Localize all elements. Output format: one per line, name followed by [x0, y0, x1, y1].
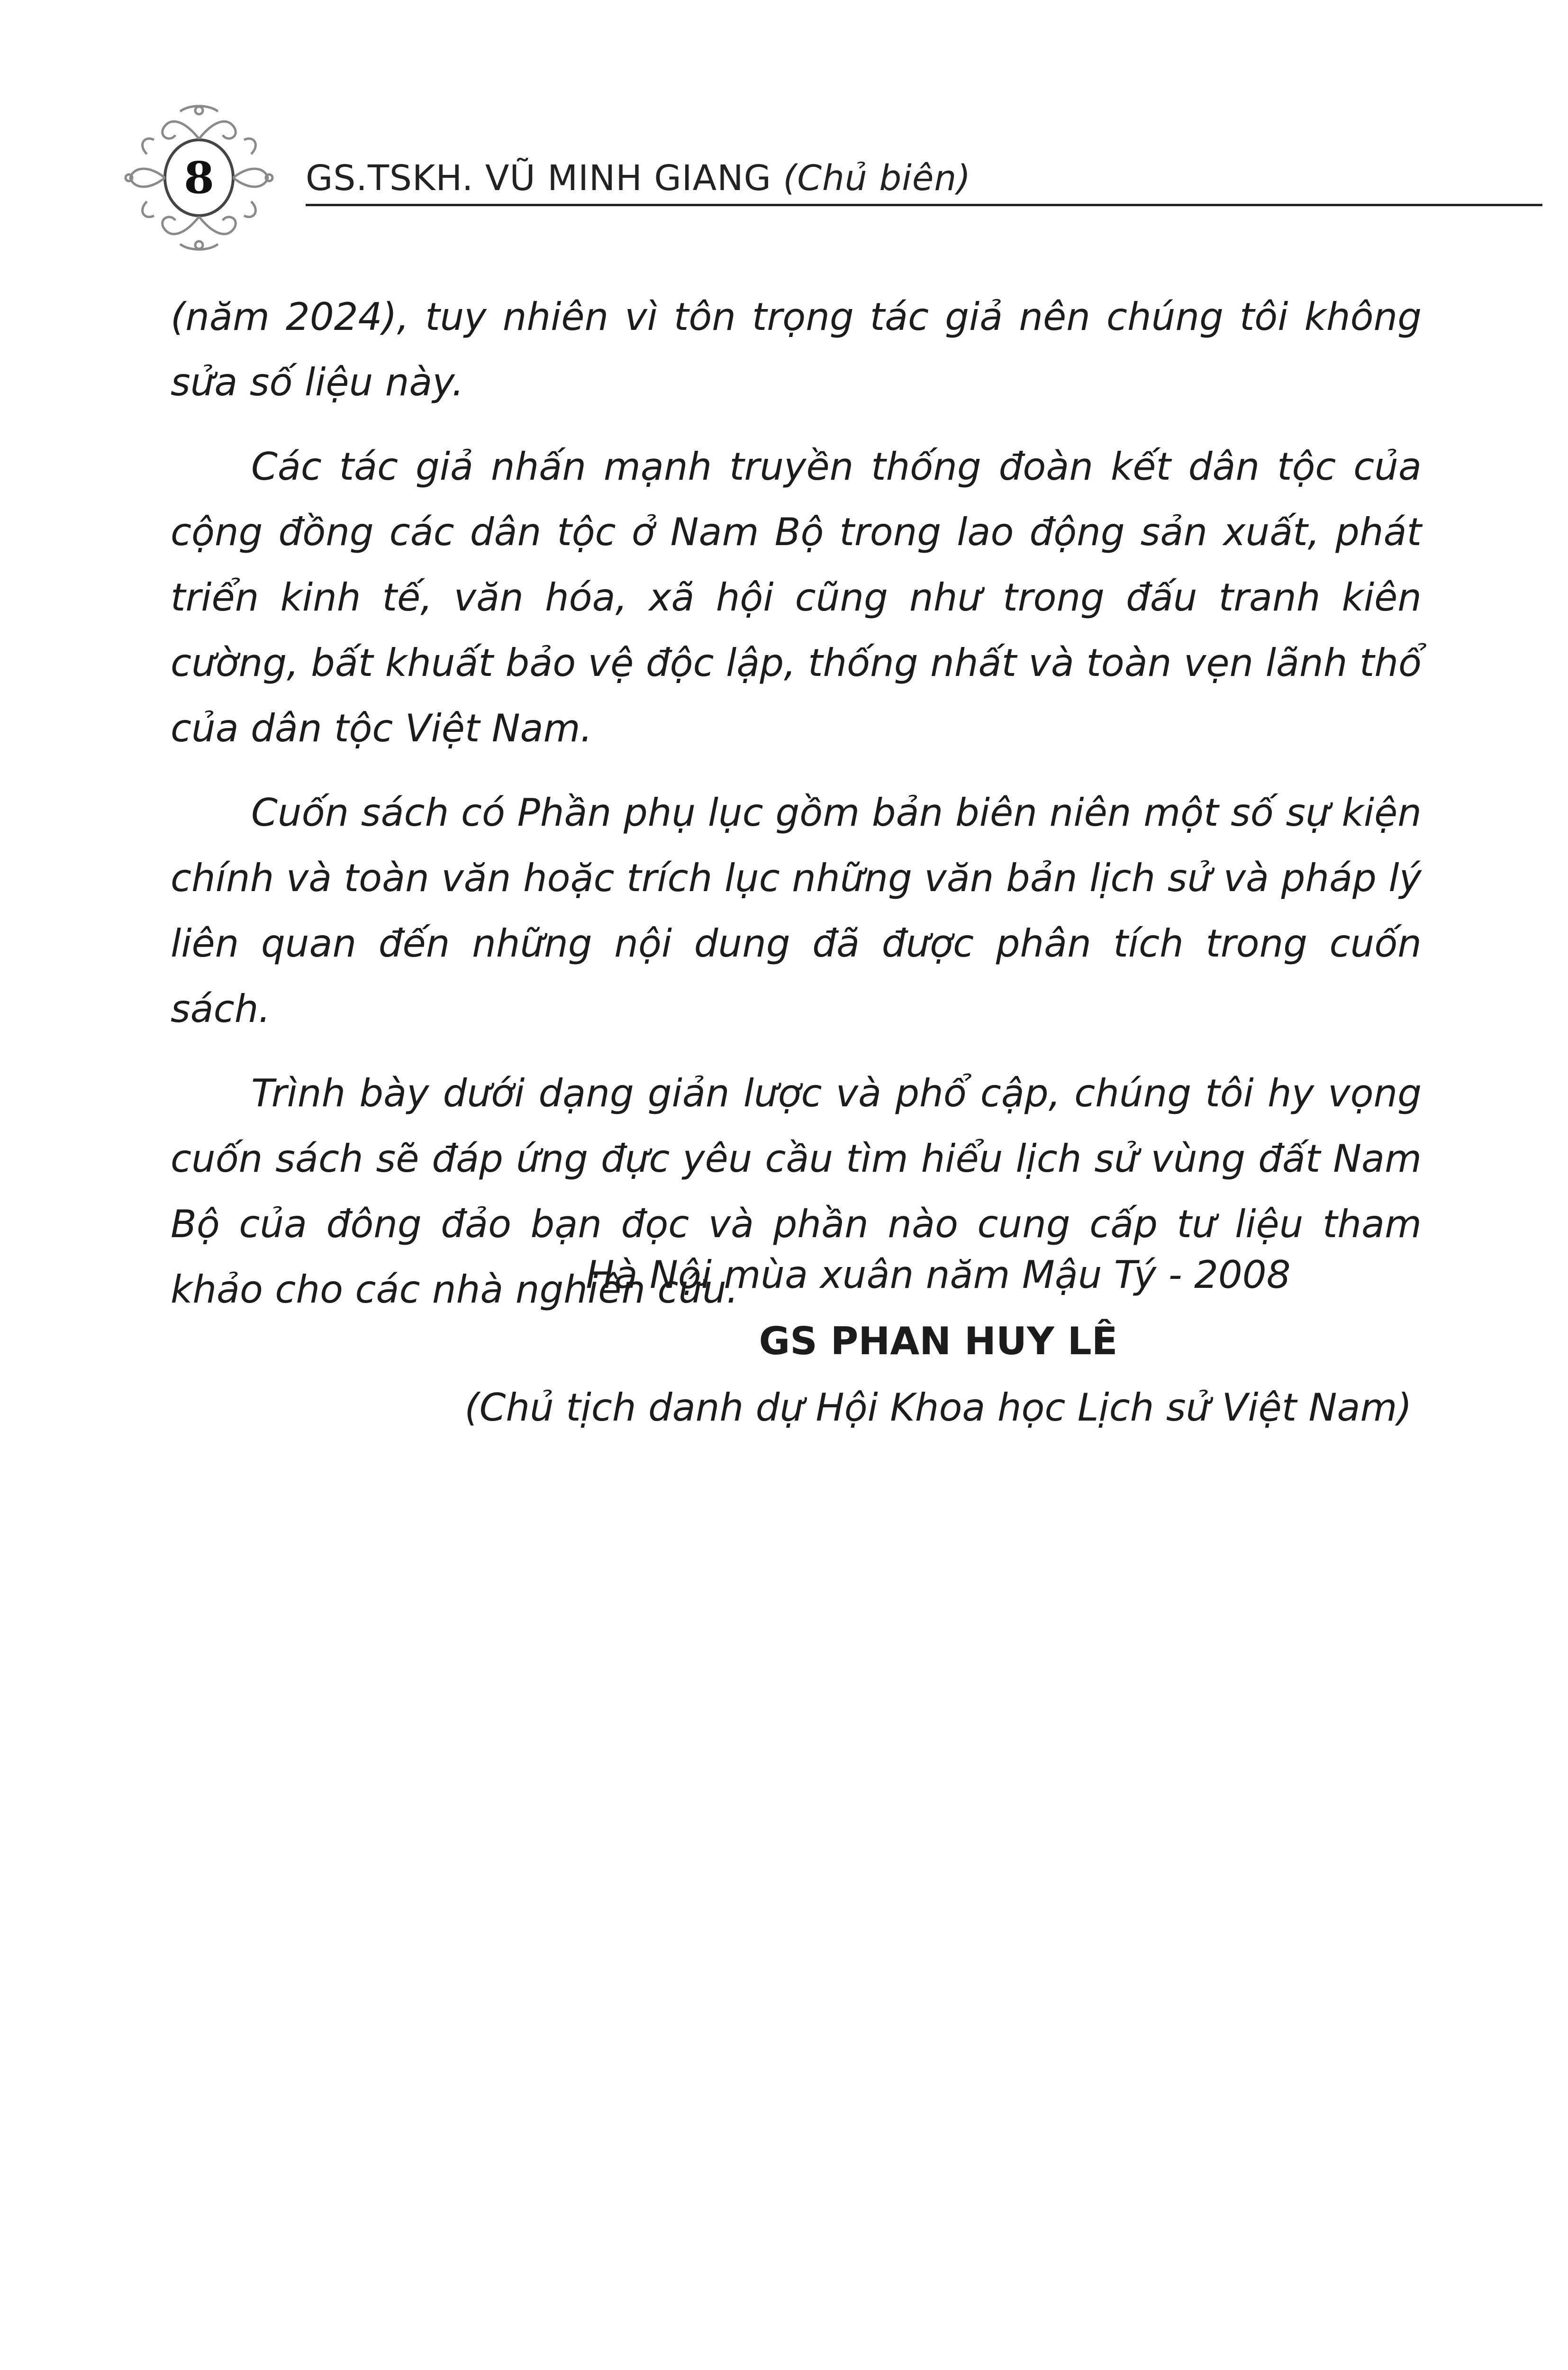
header-rule	[306, 204, 1542, 206]
signature-block	[455, 1242, 1422, 1441]
paragraph: Các tác giả nhấn mạnh truyền thống đoàn kết dân tộc của cộng đồng các dân tộc ở Nam Bộ trong lao động sản xuất, phát triển kinh tế, văn hóa, xã hội cũng như trong đấu tranh kiên cường, bất khuất bảo vệ độc lập, thống nhất và toàn vẹn lãnh thổ của dân tộc Việt Nam.	[171, 445, 1422, 750]
running-head-author: GS.TSKH. VŨ MINH GIANG	[306, 158, 771, 199]
page-header	[118, 102, 1431, 254]
paragraph: Trình bày dưới dạng giản lược và phổ cập, chúng tôi hy vọng cuốn sách sẽ đáp ứng đực yêu cầu tìm hiểu lịch sử vùng đất Nam Bộ của đông đảo bạn đọc và phần nào cung cấp tư liệu tham khảo cho các nhà nghiên cứu.	[171, 1071, 1422, 1312]
signature-name: GS PHAN HUY LÊ	[759, 1319, 1118, 1363]
running-head-role: (Chủ biên)	[783, 158, 971, 199]
signature-place-date: Hà Nội mùa xuân năm Mậu Tý - 2008	[586, 1253, 1291, 1297]
running-head	[306, 158, 971, 199]
paragraph: Cuốn sách có Phần phụ lục gồm bản biên niên một số sự kiện chính và toàn văn hoặc trích lục những văn bản lịch sử và pháp lý liên quan đến những nội dung đã được phân tích trong cuốn sách.	[171, 791, 1422, 1031]
body-text	[171, 284, 1422, 1341]
paragraph-continued: (năm 2024), tuy nhiên vì tôn trọng tác giả nên chúng tôi không sửa số liệu này.	[171, 295, 1422, 404]
page-number: 8	[183, 152, 214, 203]
signature-title: (Chủ tịch danh dự Hội Khoa học Lịch sử Việt Nam)	[464, 1386, 1412, 1430]
